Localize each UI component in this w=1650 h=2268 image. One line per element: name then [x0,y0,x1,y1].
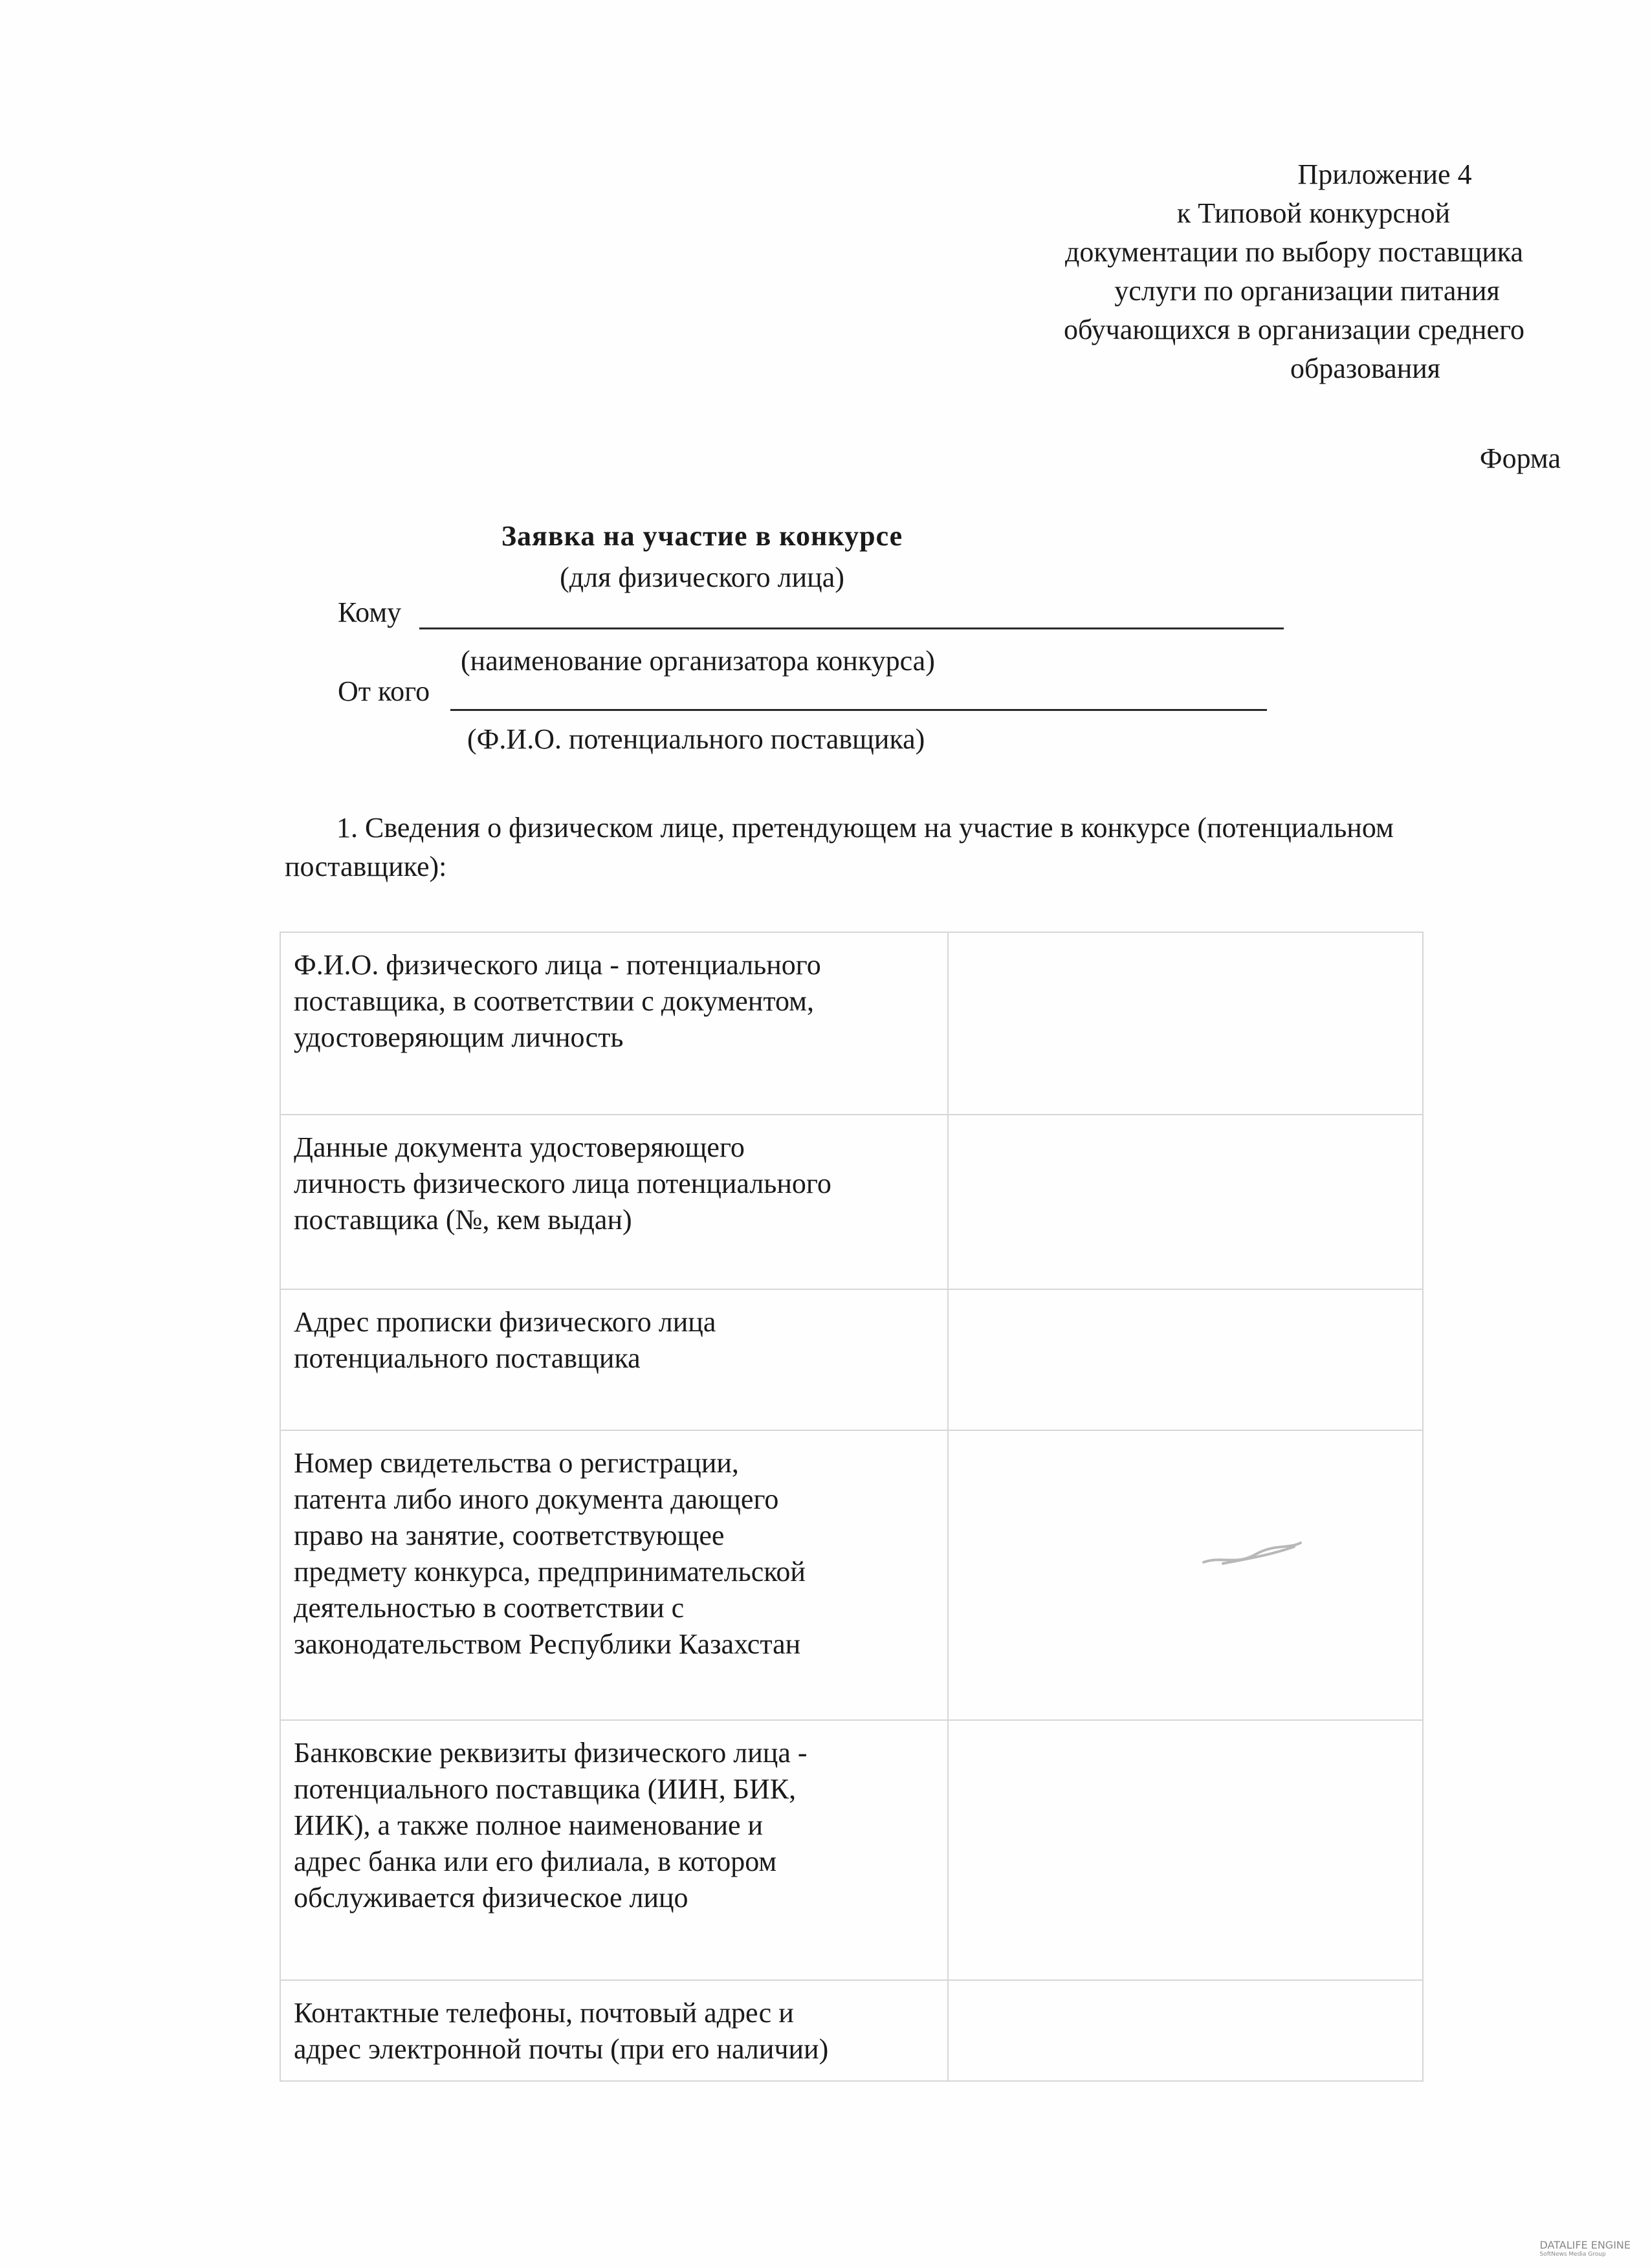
row-value-cell[interactable] [948,1289,1423,1430]
label-line: ИИК), а также полное наименование и [294,1809,764,1841]
table-row [280,1115,1423,1289]
label-line: поставщика, в соответствии с документом, [294,985,814,1017]
applicant-info-table [280,932,1424,2082]
row-label [280,1430,948,1720]
watermark-sub: SoftNews Media Group [1539,2251,1606,2258]
to-label: Кому [338,596,402,628]
appendix-header [1009,155,1579,388]
label-line: адрес банка или его филиала, в котором [294,1846,777,1877]
row-value-cell[interactable] [948,1720,1423,1980]
label-line: удостоверяющим личность [294,1021,624,1053]
label-line: предмету конкурса, предпринимательской [294,1556,806,1587]
label-line: потенциального поставщика [294,1342,641,1374]
ink-scribble-mark [1197,1530,1326,1575]
row-value-cell[interactable] [948,1115,1423,1289]
row-value-cell[interactable] [948,932,1423,1115]
appendix-line: Приложение 4 [1297,158,1472,190]
label-line: Контактные телефоны, почтовый адрес и [294,1997,794,2029]
section-1-text: 1. Сведения о физическом лице, претендующем на участие в конкурсе (потенциальном поставщике): [285,812,1394,882]
appendix-line: услуги по организации питания [1114,275,1500,307]
appendix-line: документации по выбору поставщика [1064,236,1524,268]
to-hint: (наименование организатора конкурса) [461,645,935,677]
from-field[interactable] [450,708,1267,711]
row-label [280,1720,948,1980]
label-line: Адрес прописки физического лица [294,1306,716,1338]
document-subtitle: (для физического лица) [560,562,844,593]
table-row [280,932,1423,1115]
row-label [280,1980,948,2081]
row-value-cell[interactable] [948,1980,1423,2081]
label-line: деятельностью в соответствии с [294,1592,685,1624]
label-line: личность физического лица потенциального [294,1168,831,1199]
label-line: Банковские реквизиты физического лица - [294,1737,808,1769]
watermark-name: DATALIFE ENGINE [1539,2239,1631,2251]
from-label: От кого [338,675,430,707]
table-row [280,1980,1423,2081]
from-hint: (Ф.И.О. потенциального поставщика) [467,723,925,755]
appendix-line: обучающихся в организации среднего [1063,314,1525,345]
label-line: патента либо иного документа дающего [294,1483,779,1515]
label-line: адрес электронной почты (при его наличии) [294,2033,829,2065]
label-line: Данные документа удостоверяющего [294,1131,745,1163]
table-row [280,1430,1423,1720]
form-label: Форма [1479,442,1561,474]
watermark-logo [1539,2240,1631,2258]
label-line: право на занятие, соответствующее [294,1520,725,1551]
label-line: законодательством Республики Казахстан [294,1628,801,1660]
label-line: поставщика (№, кем выдан) [294,1204,632,1236]
label-line: обслуживается физическое лицо [294,1882,688,1914]
row-label [280,1289,948,1430]
row-value-cell[interactable] [948,1430,1423,1720]
row-label [280,932,948,1115]
label-line: Ф.И.О. физического лица - потенциального [294,949,821,981]
label-line: Номер свидетельства о регистрации, [294,1447,739,1479]
appendix-line: образования [1290,353,1441,384]
document-title: Заявка на участие в конкурсе [501,520,903,552]
table-row [280,1720,1423,1980]
to-field[interactable] [419,626,1284,629]
table-row [280,1289,1423,1430]
row-label [280,1115,948,1289]
label-line: потенциального поставщика (ИИН, БИК, [294,1773,797,1805]
appendix-line: к Типовой конкурсной [1176,197,1451,229]
